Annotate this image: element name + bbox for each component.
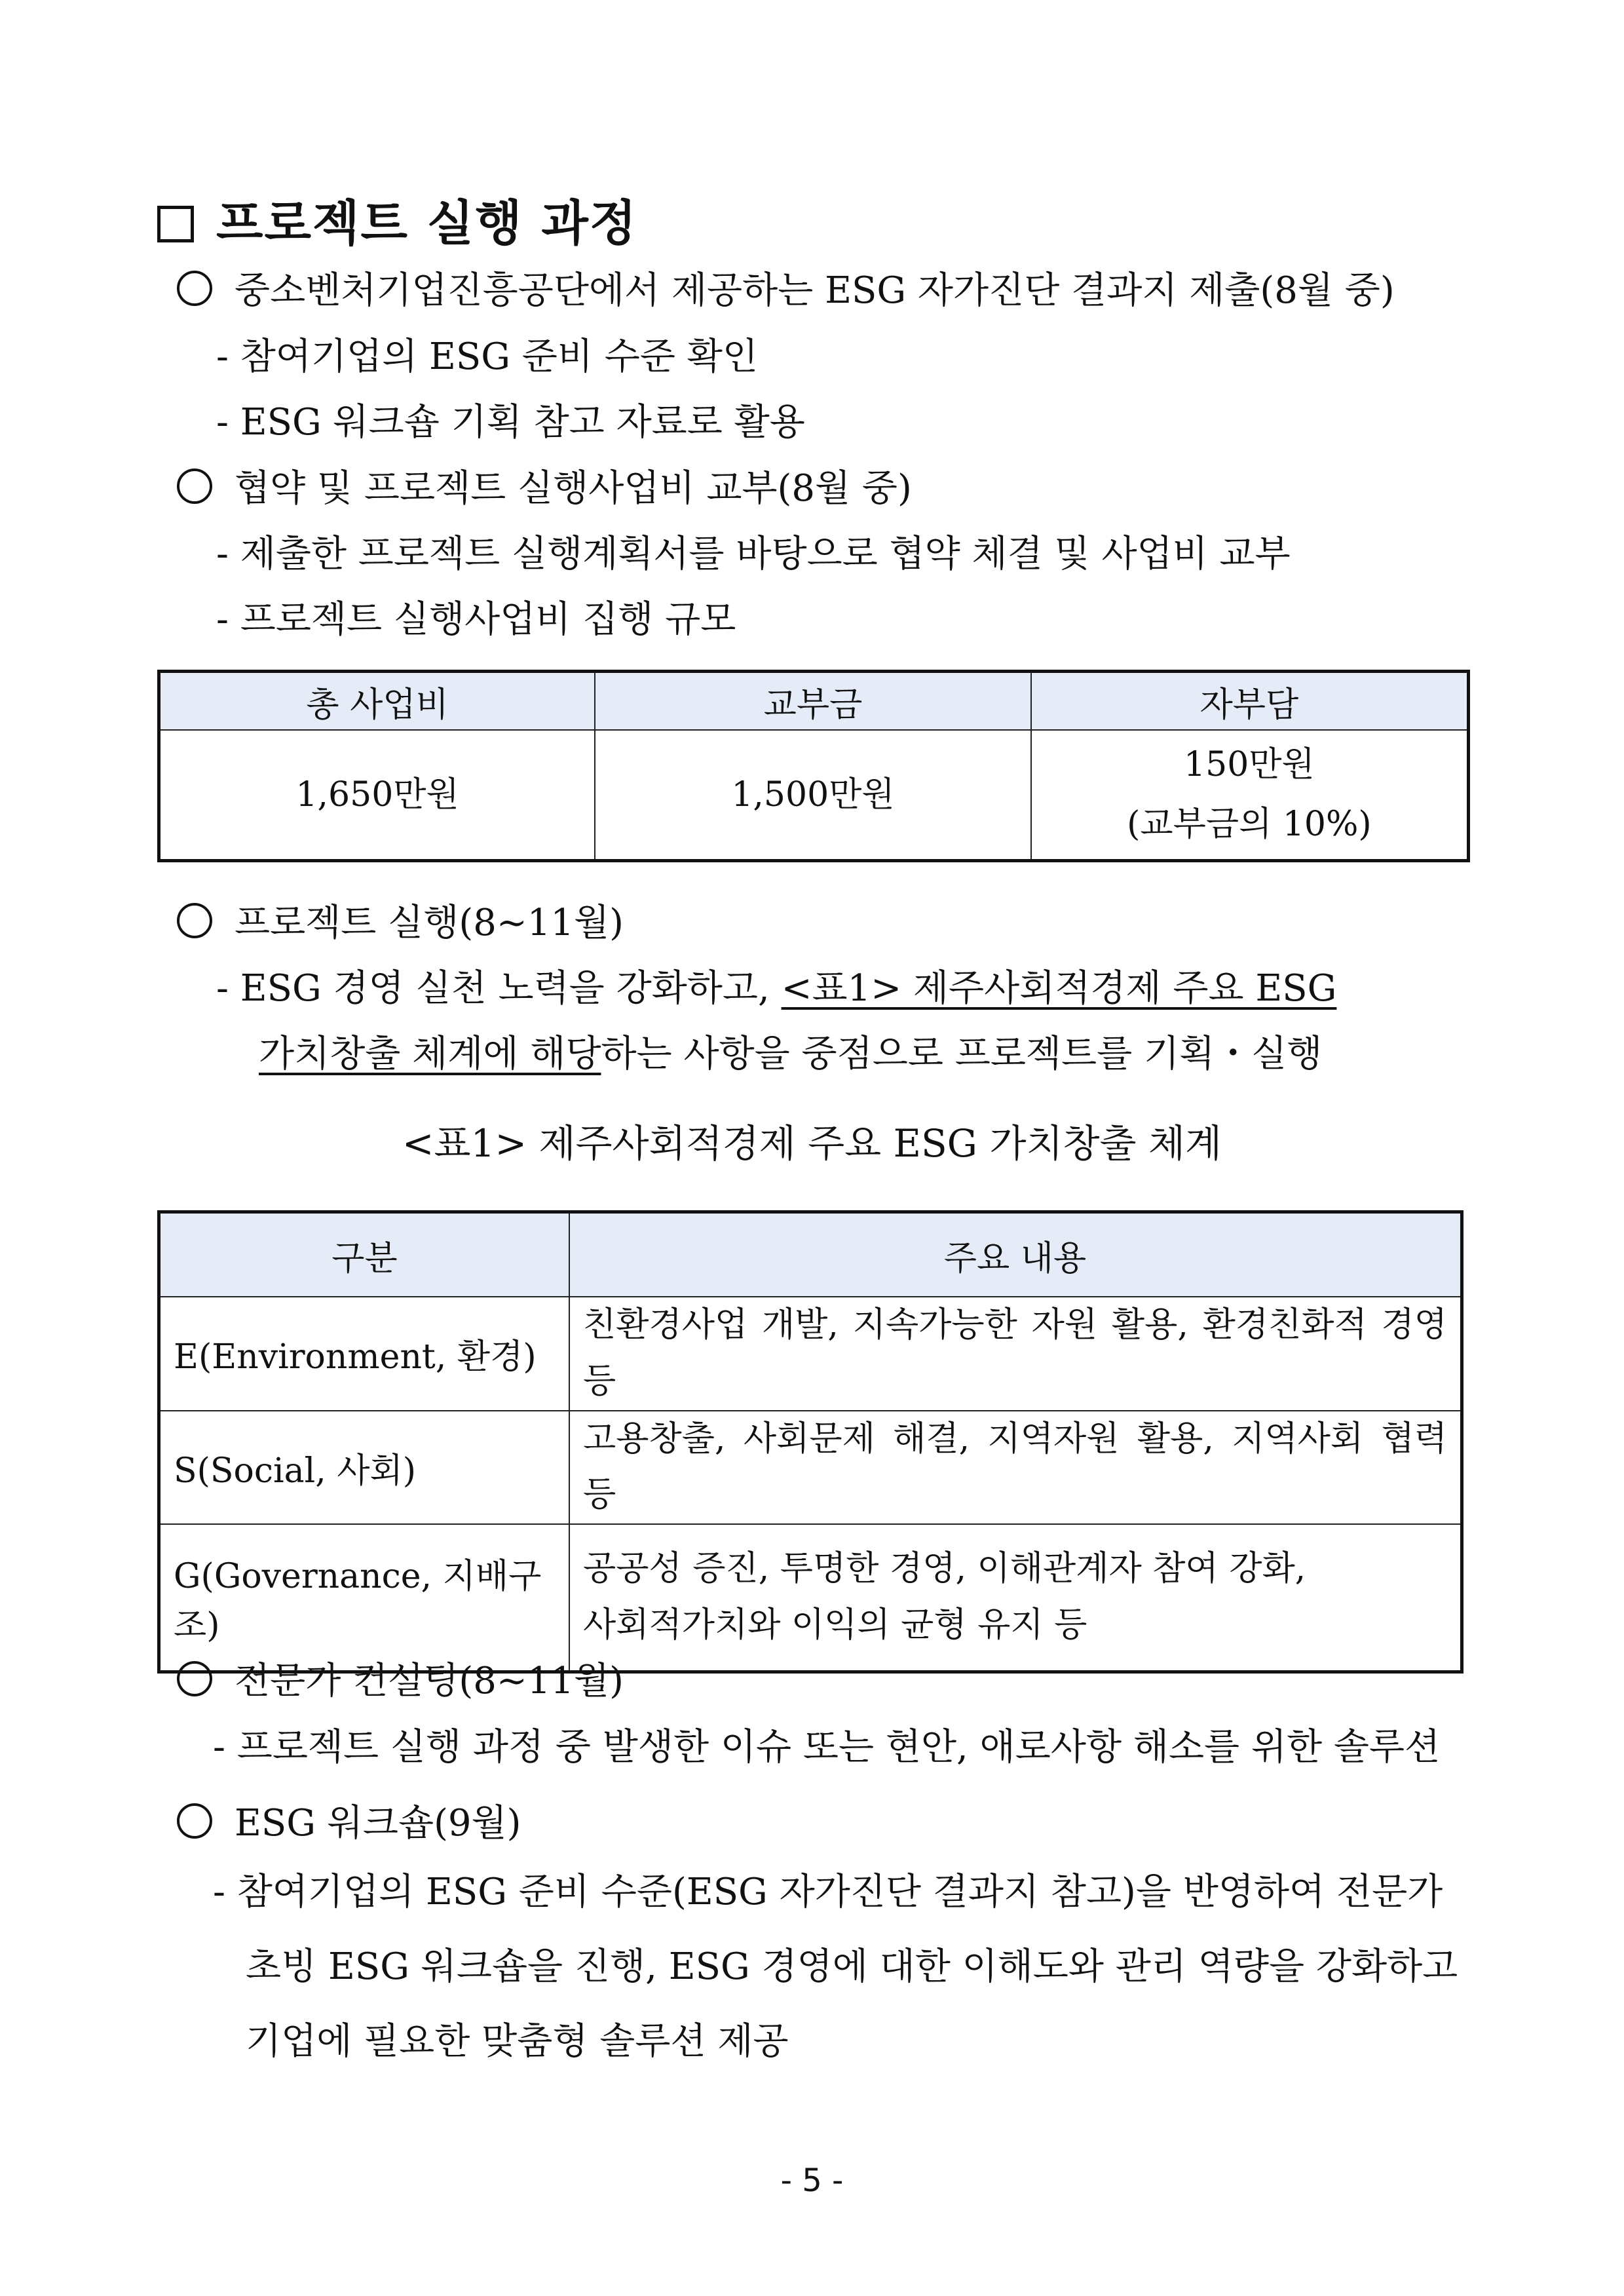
item-project-execution: 프로젝트 실행(8~11월): [177, 901, 624, 945]
cell-content: [569, 1524, 1462, 1672]
cell-content: 친환경사업 개발, 지속가능한 자원 활용, 환경친화적 경영 등: [569, 1297, 1462, 1411]
esg-value-table: [157, 1210, 1463, 1674]
checkbox-square-icon: [157, 206, 194, 242]
sub-item-continued: 가치창출 체계에 해당하는 사항을 중점으로 프로젝트를 기획・실행: [259, 1033, 1323, 1075]
sub-item: - 프로젝트 실행사업비 집행 규모: [216, 598, 736, 641]
cell-category: E(Environment, 환경): [159, 1297, 570, 1411]
cell-grant: 1,500만원: [595, 730, 1031, 861]
table-row: [159, 1524, 1462, 1672]
header-category: 구분: [159, 1212, 570, 1297]
sub-item-continued: 초빙 ESG 워크숍을 진행, ESG 경영에 대한 이해도와 관리 역량을 강화하고: [246, 1945, 1458, 1988]
content-line: 공공성 증진, 투명한 경영, 이해관계자 참여 강화,: [583, 1549, 1306, 1589]
sub-item: - 참여기업의 ESG 준비 수준(ESG 자가진단 결과지 참고)을 반영하여 전문가: [213, 1871, 1443, 1913]
section-heading-text: 프로젝트 실행 과정: [216, 195, 638, 252]
table-row: [159, 730, 1469, 861]
cell-category: G(Governance, 지배구조): [159, 1524, 570, 1672]
item-esg-self-diagnosis: 중소벤처기업진흥공단에서 제공하는 ESG 자가진단 결과지 제출(8월 중): [177, 269, 1395, 313]
underlined-reference: <표1> 제주사회적경제 주요 ESG: [781, 967, 1337, 1010]
sub-item: - ESG 경영 실천 노력을 강화하고, <표1> 제주사회적경제 주요 ESG: [216, 967, 1337, 1010]
cell-total-budget: 1,650만원: [159, 730, 595, 861]
sub-item-continued: 기업에 필요한 맞춤형 솔루션 제공: [246, 2020, 789, 2063]
section-heading: [157, 185, 637, 254]
page-number: - 5 -: [780, 2162, 844, 2199]
sub-item: - 프로젝트 실행 과정 중 발생한 이슈 또는 현안, 애로사항 해소를 위한 솔루션: [213, 1726, 1441, 1769]
table-caption: <표1> 제주사회적경제 주요 ESG 가치창출 체계: [402, 1121, 1222, 1166]
table-header-row: [159, 1212, 1462, 1297]
circle-bullet-icon: [177, 903, 212, 938]
circle-bullet-icon: [177, 1803, 212, 1839]
item-expert-consulting: 전문가 컨설팅(8~11월): [177, 1659, 624, 1703]
circle-bullet-icon: [177, 271, 212, 306]
header-grant: 교부금: [595, 672, 1031, 731]
content-line: 사회적가치와 이익의 균형 유지 등: [583, 1605, 1087, 1645]
table-row: [159, 1411, 1462, 1525]
self-funding-amount: 150만원: [1184, 745, 1315, 784]
cell-content: 고용창출, 사회문제 해결, 지역자원 활용, 지역사회 협력 등: [569, 1411, 1462, 1525]
self-funding-note: (교부금의 10%): [1127, 805, 1372, 844]
circle-bullet-icon: [177, 469, 212, 504]
cell-self-funding: [1031, 730, 1469, 861]
item-esg-workshop: ESG 워크숍(9월): [177, 1801, 521, 1845]
underlined-reference: 가치창출 체계에 해당: [259, 1033, 601, 1075]
sub-item: - 참여기업의 ESG 준비 수준 확인: [216, 335, 758, 378]
cell-category: S(Social, 사회): [159, 1411, 570, 1525]
table-row: [159, 1297, 1462, 1411]
header-self-funding: 자부담: [1031, 672, 1469, 731]
item-agreement-grant: 협약 및 프로젝트 실행사업비 교부(8월 중): [177, 467, 912, 510]
header-total-budget: 총 사업비: [159, 672, 595, 731]
sub-item: - ESG 워크숍 기획 참고 자료로 활용: [216, 401, 805, 444]
sub-item: - 제출한 프로젝트 실행계획서를 바탕으로 협약 체결 및 사업비 교부: [216, 533, 1291, 575]
header-content: 주요 내용: [569, 1212, 1462, 1297]
budget-table: [157, 670, 1470, 862]
circle-bullet-icon: [177, 1661, 212, 1696]
table-header-row: [159, 672, 1469, 731]
